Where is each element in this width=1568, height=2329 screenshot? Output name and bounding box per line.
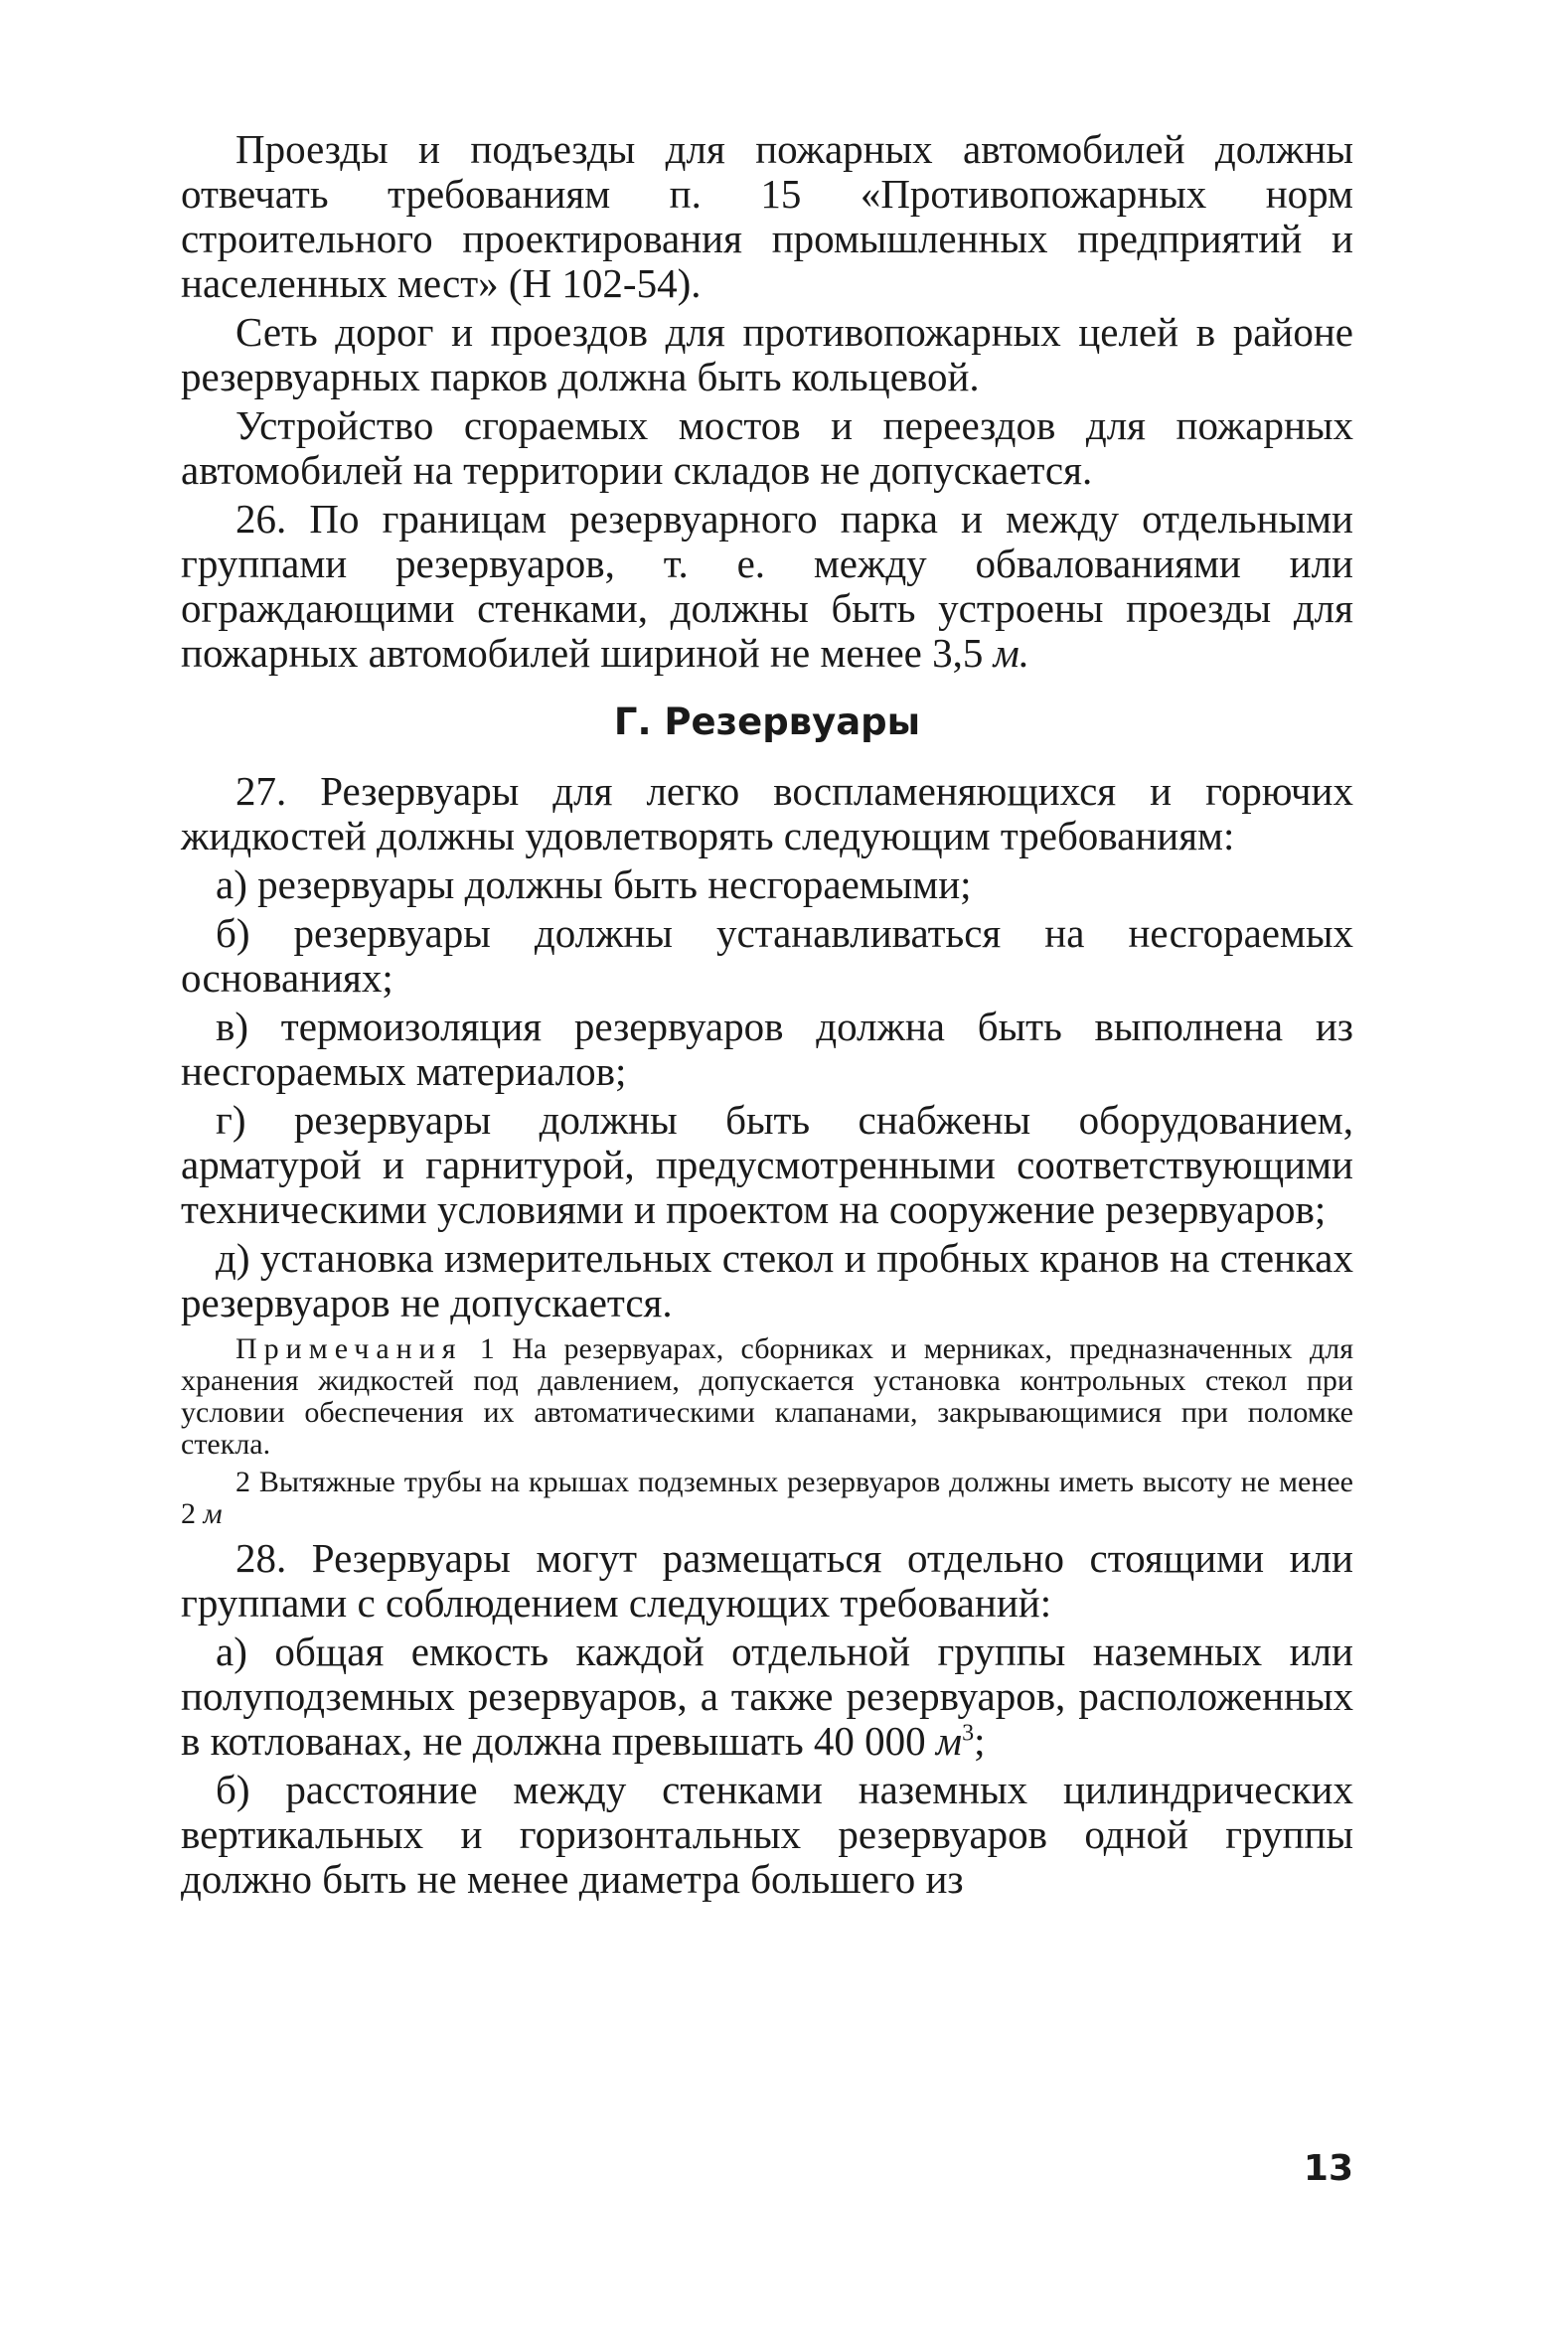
paragraph-clause-26 (181, 497, 1353, 676)
clause-27-item-a: а) резервуары должны быть несгораемыми; (216, 861, 972, 907)
note-2 (181, 1467, 1353, 1530)
paragraph-road-network: Сеть дорог и проездов для противопожарных целей в районе резервуарных парков должна быть кольцевой. (181, 309, 1353, 399)
clause-26-unit: м. (993, 630, 1030, 676)
section-heading: Г. Резервуары (613, 700, 921, 743)
clause-27-item-c: в) термоизоляция резервуаров должна быть выполнена из несгораемых материалов; (181, 1004, 1353, 1094)
notes-label: Примечания (235, 1332, 463, 1365)
clause-27-item-e: д) установка измерительных стекол и пробных кранов на стенках резервуаров не допускается. (181, 1235, 1353, 1325)
paragraph-clause-27: 27. Резервуары для легко воспламеняющихся и горючих жидкостей должны удовлетворять следующим требованиям: (181, 768, 1353, 858)
clause-28-item-a-unit: м (935, 1718, 963, 1764)
clause-28-item-a-text: а) общая емкость каждой отдельной группы наземных или полуподземных резервуаров, а также резервуаров, расположенных в котлованах, не должна превышать 40 000 (181, 1629, 1353, 1764)
clause-27-item-d: г) резервуары должны быть снабжены оборудованием, арматурой и гарнитурой, предусмотренными соответствующими техническими условиями и проектом на сооружение резервуаров; (181, 1097, 1353, 1232)
paragraph-clause-28: 28. Резервуары могут размещаться отдельно стоящими или группами с соблюдением следующих требований: (181, 1535, 1353, 1626)
clause-26-text: 26. По границам резервуарного парка и между отдельными группами резервуаров, т. е. между обвалованиями или ограждающими стенками, должны быть устроены проезды для пожарных автомобилей шириной не менее 3,5 (181, 496, 1353, 676)
paragraph-combustible-bridges: Устройство сгораемых мостов и переездов для пожарных автомобилей на территории складов не допускается. (181, 402, 1353, 493)
clause-28-item-a (181, 1630, 1353, 1764)
note-1-text: 1 На резервуарах, сборниках и мерниках, предназначенных для хранения жидкостей под давлением, допускается установка контрольных стекол при условии обеспечения их автоматическими клапанами, закрывающимися при поломке стекла. (181, 1332, 1353, 1461)
clause-27-item-b: б) резервуары должны устанавливаться на несгораемых основаниях; (181, 910, 1353, 1001)
note-2-unit: м (203, 1497, 223, 1530)
clause-28-item-a-sup: 3 (962, 1720, 975, 1747)
note-1 (181, 1333, 1353, 1461)
clause-28-item-b: б) расстояние между стенками наземных цилиндрических вертикальных и горизонтальных резервуаров одной группы должно быть не менее диаметра большего из (181, 1767, 1353, 1902)
document-page (181, 127, 1353, 1906)
paragraph-fire-access-roads: Проезды и подъезды для пожарных автомобилей должны отвечать требованиям п. 15 «Противопожарных норм строительного проектирования промышленных предприятий и населенных мест» (Н 102-54). (181, 126, 1353, 306)
clause-28-item-a-end: ; (974, 1718, 986, 1764)
note-2-text: 2 Вытяжные трубы на крышах подземных резервуаров должны иметь высоту не менее 2 (181, 1466, 1353, 1530)
page-number: 13 (1303, 2148, 1353, 2189)
